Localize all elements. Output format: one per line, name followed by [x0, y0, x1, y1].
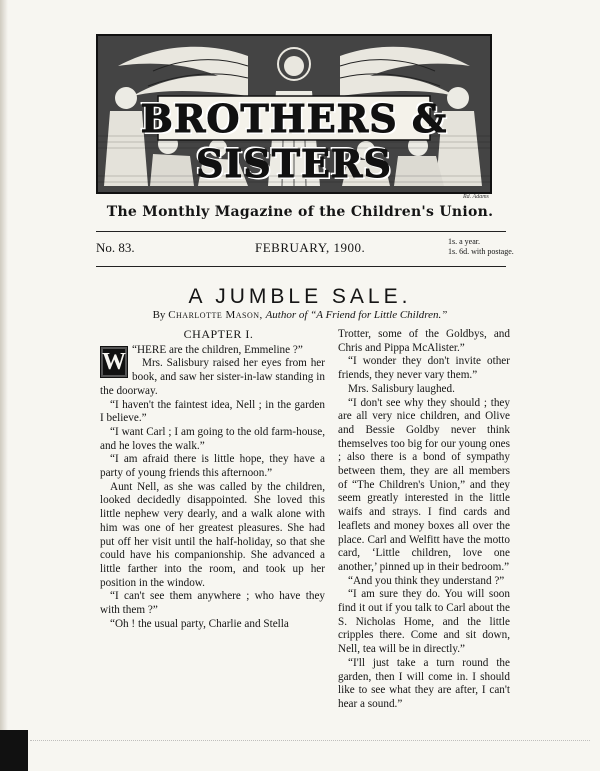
paragraph: “I am afraid there is little hope, they have a party of young friends this afternoon.” — [100, 453, 325, 480]
paragraph: “I want Carl ; I am going to the old farm-house, and he loves the walk.” — [100, 425, 325, 452]
artist-signature: Rd. Adams — [463, 194, 489, 200]
paragraph: “I wonder they don't invite other friends, they never vary them.” — [338, 355, 510, 382]
masthead-illustration — [96, 34, 492, 194]
subscription-price — [448, 237, 514, 257]
issue-date: FEBRUARY, 1900. — [255, 240, 366, 255]
author-book: “A Friend for Little Children.” — [310, 309, 448, 321]
paragraph: Mrs. Salisbury laughed. — [348, 382, 455, 395]
masthead-title: BROTHERS & SISTERS — [140, 96, 448, 186]
scan-edge — [0, 0, 8, 771]
top-rule — [96, 231, 506, 232]
paragraph: “I haven't the faintest idea, Nell ; in the garden I believe.” — [100, 398, 325, 425]
paragraph: Aunt Nell, as she was called by the children, looked decidedly disappointed. She loved this little nephew very dearly, and a walk alone with him was one of her greatest pleasures. She had put off her visit until the half-holiday, so that she could have his companionship. She advanced a little farther into the room, and took up her position in the window. — [100, 480, 325, 589]
paragraph: “HERE are the children, Emmeline ?” — [132, 343, 303, 356]
author-name: Charlotte Mason, — [168, 309, 263, 321]
story-title: A JUMBLE SALE. — [188, 285, 412, 308]
price-line-1: 1s. a year. — [448, 237, 480, 246]
paragraph: “Oh ! the usual party, Charlie and Stella — [110, 617, 289, 630]
paragraph: “I am sure they do. You will soon find it out if you talk to Carl about the S. Nicholas Home, and the little cripples there. Come and sit down, Nell, tea will be in directly.” — [338, 588, 510, 656]
author-of: Author of — [265, 309, 308, 321]
chapter-heading: CHAPTER I. — [183, 327, 254, 341]
paragraph: “I'll just take a turn round the garden, then I will come in. I should like to see what they are after, I can't hear a sound.” — [338, 656, 510, 710]
magazine-subtitle: The Monthly Magazine of the Children's Union. — [106, 204, 494, 220]
scan-artifact — [30, 740, 590, 751]
paragraph: “And you think they understand ?” — [348, 574, 505, 587]
paragraph: Mrs. Salisbury raised her eyes from her book, and saw her sister-in-law standing in the doorway. — [100, 357, 325, 397]
drop-cap: W — [100, 346, 128, 378]
scan-corner-shadow — [0, 730, 28, 771]
paragraph: “I can't see them anywhere ; who have they with them ?” — [100, 590, 325, 617]
bottom-rule — [96, 266, 506, 267]
paragraph: Trotter, some of the Goldbys, and Chris and Pippa McAlister.” — [338, 328, 510, 354]
text-column-left — [100, 328, 325, 631]
byline — [0, 309, 600, 321]
price-line-2: 1s. 6d. with postage. — [448, 247, 514, 256]
issue-number: No. 83. — [96, 240, 135, 255]
text-column-right — [338, 328, 510, 712]
byline-prefix: By — [152, 309, 166, 321]
paragraph: “I don't see why they should ; they are all very nice children, and Olive and Bessie Goldby never think themselves too big for our young ones ; also there is a bond of sympathy between them, they are all members of “The Children's Union,” and they seem greatly interested in the little waifs and strays. I find cards and leaflets and money boxes all over the place. Carl and Welfitt have the motto card, ‘Little children, love one another,’ pinned up in their bedroom.” — [338, 396, 510, 573]
